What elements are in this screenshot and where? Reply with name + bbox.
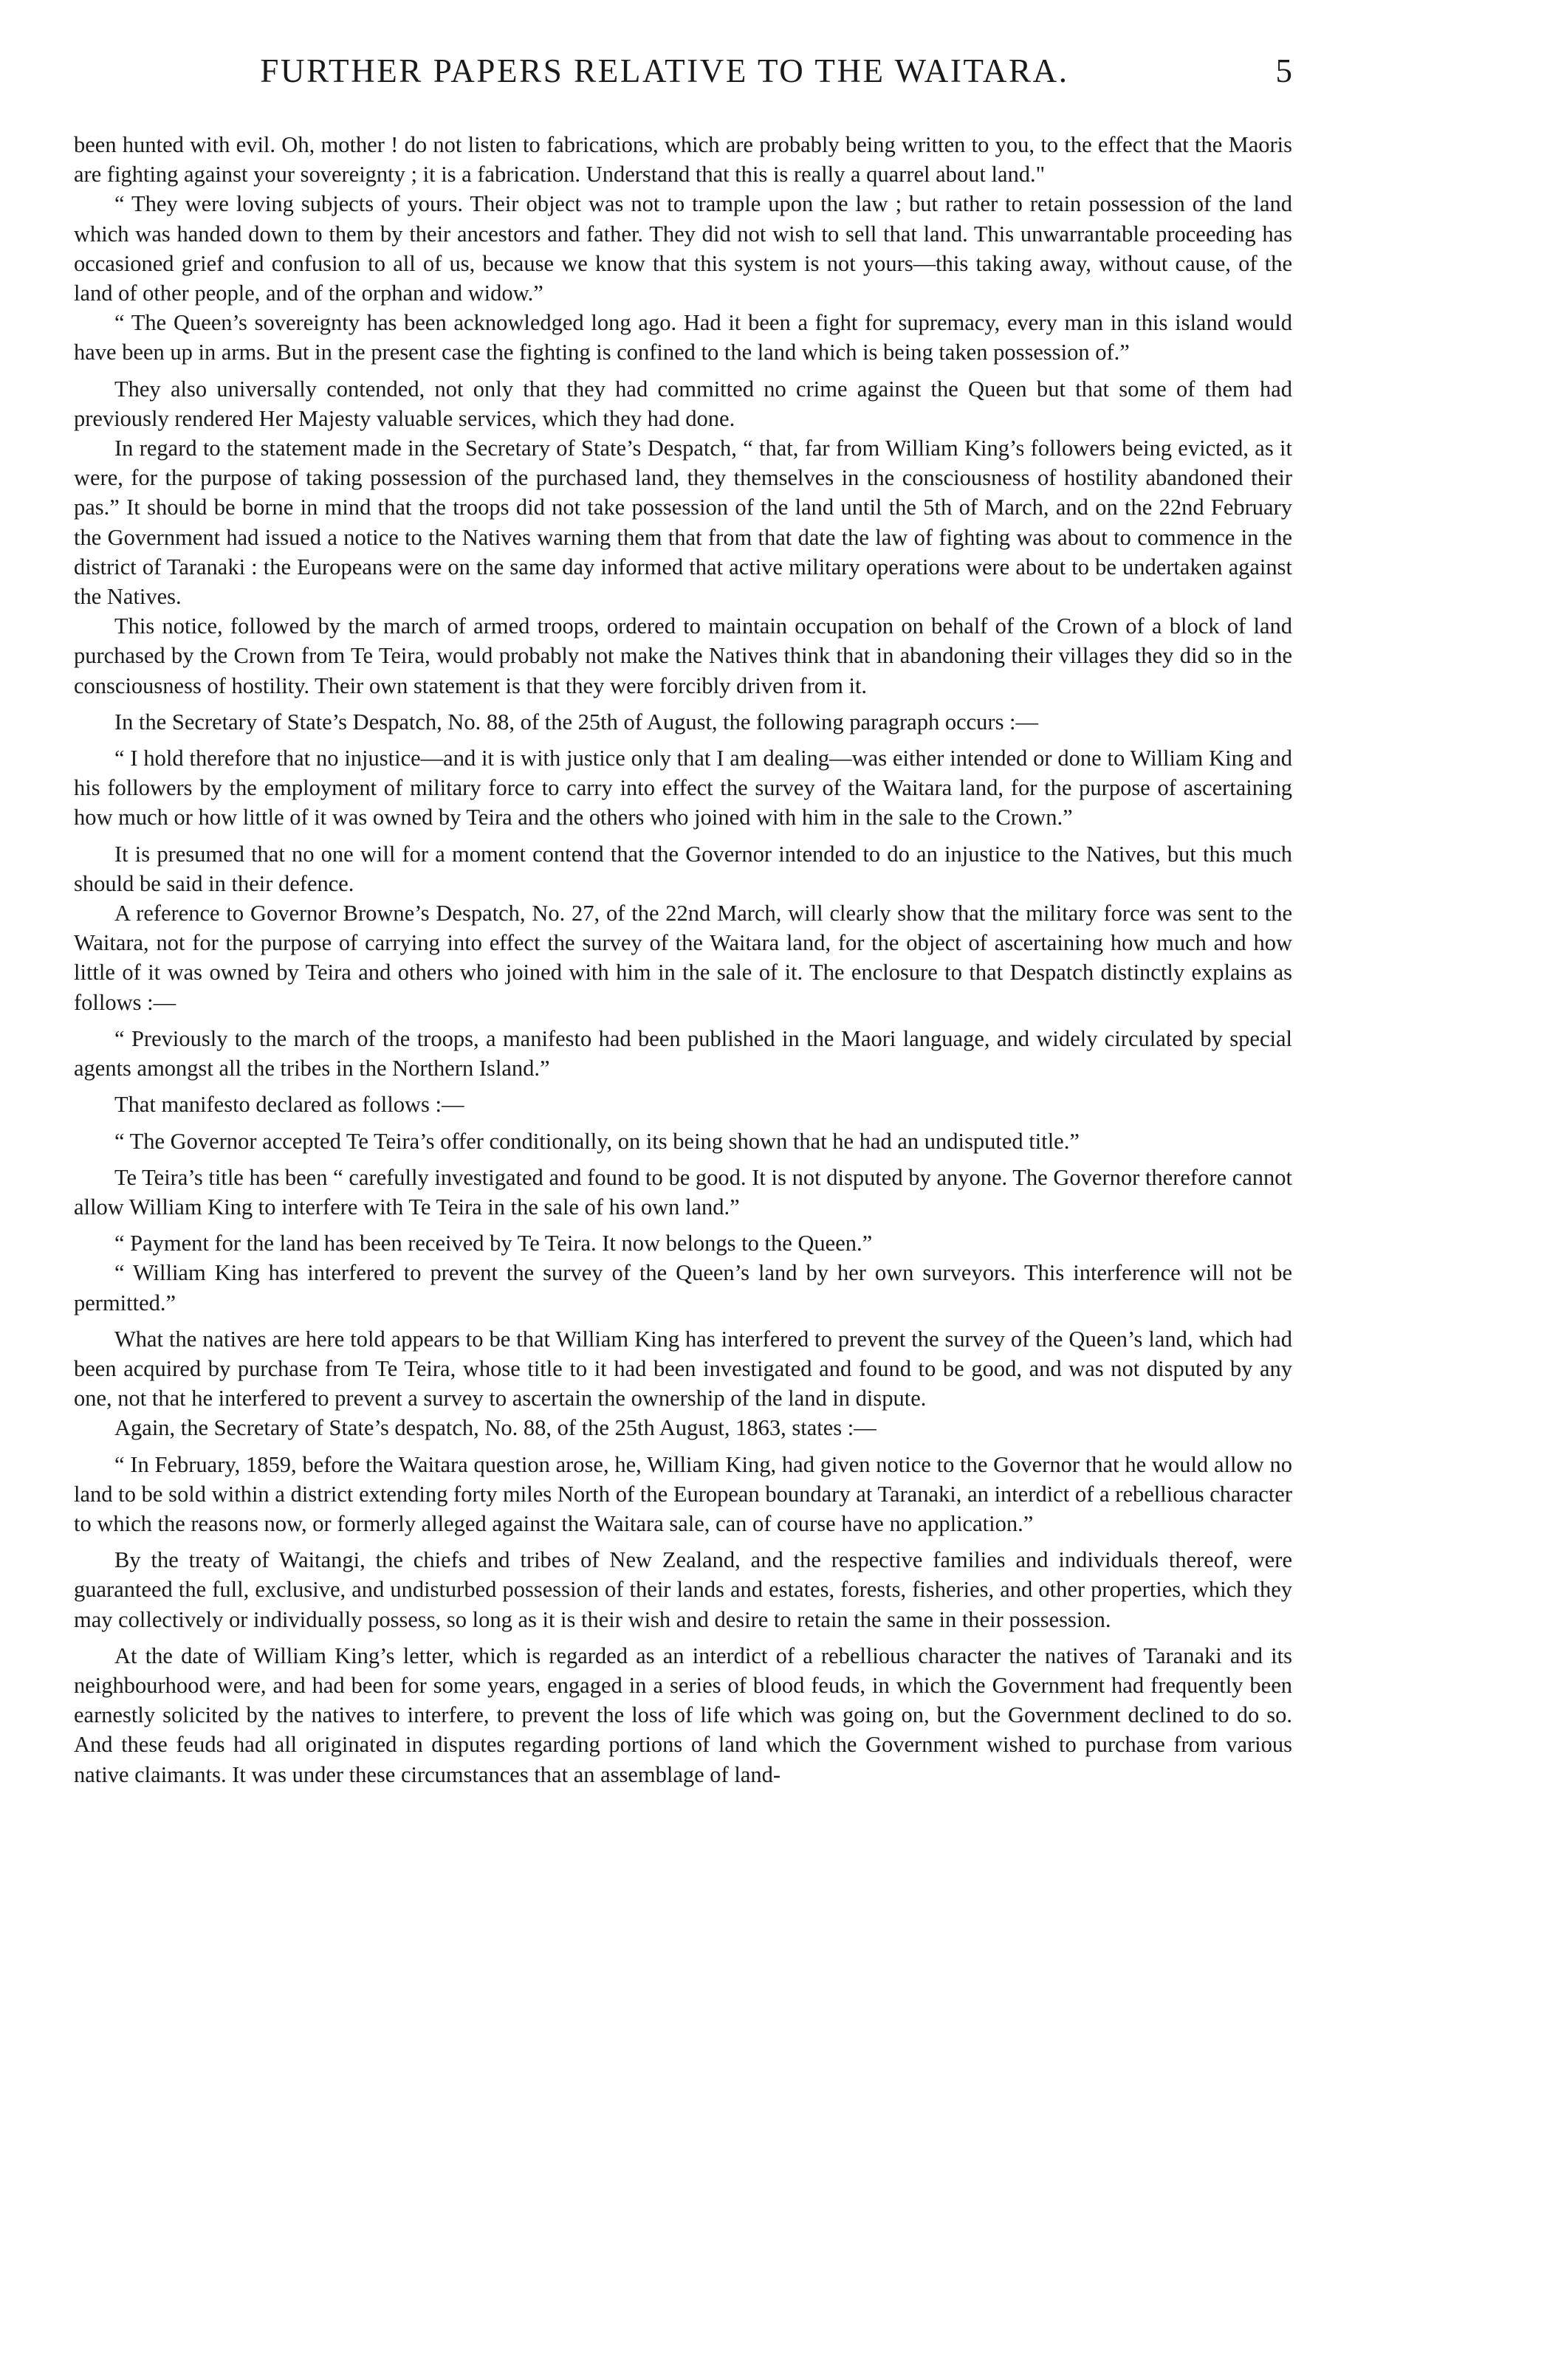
quote-paragraph: “ I hold therefore that no injustice—and it is with justice only that I am dealing—was either intended or done to William King and his followers by the employment of military force to carry into effect the survey of the Waitara land, for the purpose of ascertaining how much or how little of it was owned by Teira and the others who joined with him in the sale to the Crown.” <box>74 746 1292 830</box>
paragraph: In the Secretary of State’s Despatch, No. 88, of the 25th of August, the following paragraph occurs :— <box>114 709 1039 735</box>
paragraph: By the treaty of Waitangi, the chiefs and tribes of New Zealand, and the respective families and individuals thereof, were guaranteed the full, exclusive, and undisturbed possession of their lands and estates, forests, fisheries, and other properties, which they may collectively or individually possess, so long as it is their wish and desire to retain the same in their possession. <box>74 1547 1292 1632</box>
quote-paragraph: “ William King has interfered to prevent the survey of the Queen’s land by her own surveyors. This interference will not be permitted.” <box>74 1260 1292 1315</box>
paragraph: What the natives are here told appears to be that William King has interfered to prevent the survey of the Queen’s land, which had been acquired by purchase from Te Teira, whose title to it had been investigated and found to be good, and was not disputed by any one, not that he interfered to prevent a survey to ascertain the ownership of the land in dispute. <box>74 1326 1292 1411</box>
paragraph: A reference to Governor Browne’s Despatch, No. 27, of the 22nd March, will clearly show that the military force was sent to the Waitara, not for the purpose of carrying into effect the survey of the Waitara land, for the object of ascertaining how much and how little of it was owned by Teira and others who joined with him in the sale of it. The enclosure to that Despatch distinctly explains as follows :— <box>74 901 1292 1015</box>
quote-paragraph: “ Payment for the land has been received by Te Teira. It now belongs to the Queen.” <box>114 1231 873 1256</box>
paragraph: been hunted with evil. Oh, mother ! do not listen to fabrications, which are probably being written to you, to the effect that the Maoris are fighting against your sovereignty ; it is a fabrication. Understand that this is really a quarrel about land." <box>74 132 1292 188</box>
page-number: 5 <box>1275 52 1292 89</box>
paragraph: Te Teira’s title has been “ carefully investigated and found to be good. It is not disputed by anyone. The Governor therefore cannot allow William King to interfere with Te Teira in the sale of his own land.” <box>74 1164 1292 1220</box>
quote-paragraph: “ Previously to the march of the troops, a manifesto had been published in the Maori language, and widely circulated by special agents amongst all the tribes in the Northern Island.” <box>74 1025 1292 1081</box>
paragraph: They also universally contended, not only that they had committed no crime against the Queen but that some of them had previously rendered Her Majesty valuable services, which they had done. <box>74 376 1292 431</box>
paragraph: “ They were loving subjects of yours. Their object was not to trample upon the law ; but rather to retain possession of the land which was handed down to them by their ancestors and father. They did not wish to sell that land. This unwarrantable proceeding has occasioned grief and confusion to all of us, because we know that this system is not yours—this taking away, without cause, of the land of other people, and of the orphan and widow.” <box>74 191 1292 306</box>
page-header <box>74 52 1292 108</box>
paragraph: At the date of William King’s letter, which is regarded as an interdict of a rebellious character the natives of Taranaki and its neighbourhood were, and had been for some years, engaged in a series of blood feuds, in which the Government had frequently been earnestly solicited by the natives to interfere, to prevent the loss of life which was going on, but the Government declined to do so. And these feuds had all originated in disputes regarding portions of land which the Government wished to purchase from various native claimants. It was under these circumstances that an assemblage of land- <box>74 1643 1292 1787</box>
document-page <box>74 52 1292 1789</box>
page-title: FURTHER PAPERS RELATIVE TO THE WAITARA. <box>260 52 1069 89</box>
paragraph: This notice, followed by the march of armed troops, ordered to maintain occupation on behalf of the Crown of a block of land purchased by the Crown from Te Teira, would probably not make the Natives think that in abandoning their villages they did so in the consciousness of hostility. Their own statement is that they were forcibly driven from it. <box>74 613 1292 698</box>
paragraph: “ The Queen’s sovereignty has been acknowledged long ago. Had it been a fight for supremacy, every man in this island would have been up in arms. But in the present case the fighting is confined to the land which is being taken possession of.” <box>74 310 1292 365</box>
quote-paragraph: “ The Governor accepted Te Teira’s offer conditionally, on its being shown that he had an undisputed title.” <box>114 1128 1080 1154</box>
quote-paragraph: “ In February, 1859, before the Waitara question arose, he, William King, had given notice to the Governor that he would allow no land to be sold within a district extending forty miles North of the European boundary at Taranaki, an interdict of a rebellious character to which the reasons now, or formerly alleged against the Waitara sale, can of course have no application.” <box>74 1451 1292 1536</box>
body-text <box>74 130 1292 1789</box>
paragraph: It is presumed that no one will for a moment contend that the Governor intended to do an injustice to the Natives, but this much should be said in their defence. <box>74 841 1292 896</box>
paragraph: That manifesto declared as follows :— <box>114 1092 464 1118</box>
paragraph: Again, the Secretary of State’s despatch, No. 88, of the 25th August, 1863, states :— <box>114 1415 876 1441</box>
paragraph: In regard to the statement made in the Secretary of State’s Despatch, “ that, far from William King’s followers being evicted, as it were, for the purpose of taking possession of the purchased land, they themselves in the consciousness of hostility abandoned their pas.” It should be borne in mind that the troops did not take possession of the land until the 5th of March, and on the 22nd February the Government had issued a notice to the Natives warning them that from that date the law of fighting was about to commence in the district of Taranaki : the Europeans were on the same day informed that active military operations were about to be undertaken against the Natives. <box>74 436 1292 610</box>
